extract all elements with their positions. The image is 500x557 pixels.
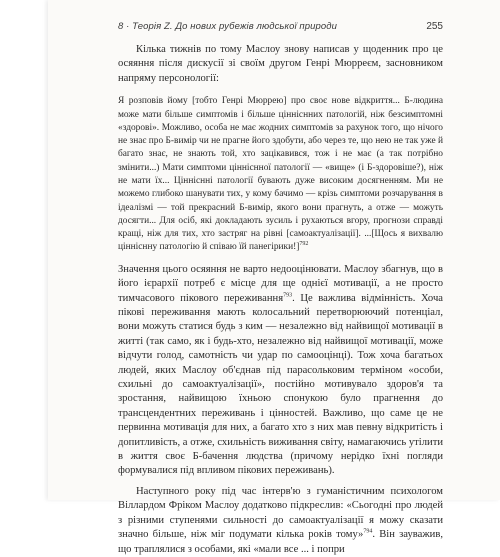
intro-paragraph	[118, 43, 443, 86]
page-number: 255	[426, 21, 443, 32]
intro-text: Кілька тижнів по тому Маслоу знову написав у щоденник про це осяяння після дискусії зі своїм другом Генрі Мюрреєм, засновником напряму персонології:	[118, 44, 443, 84]
paragraph-1-continuation: . Це важлива відмінність. Хоча пікові переживання мають колосальний перетворюючий потенціал, вони можуть статися будь з ким — незалежно від найвищої мотивації в житті (так само, як і будь-хто, незалежно від найвищої мотивації, може відчути голод, самотність чи удар по самооцінці). Тож хоча багатьох людей, яких Маслоу об'єднав під парасольковим терміном «особи, схильні до самоактуалізації», постійно мотивувало здоров'я та зростання, найвищою їхньою спонукою було прагнення до трансцендентних переживань і цінностей. Важливо, що саме це не первинна мотивація для них, а багато хто з них мав певну відкритість і допитливість, а отже, схильність виживання світу, намагаючись утілити в життя своє Б-бачення людства (причому нерідко їхні погляди формувалися під впливом пікових переживань).	[118, 292, 443, 477]
paragraph-2	[118, 485, 443, 557]
chapter-title: 8 · Теорія Z. До нових рубежів людської природи	[118, 21, 338, 32]
quote-text: Я розповів йому [тобто Генрі Мюррею] про своє нове відкриття... Б-людина може мати більше симптомів і більше цінніснних патологій, ніж безсимптомні «здорові». Можливо, особа не має жодних симптомів за рахунок того, що нічого не знає про Б-вимір чи не прагне його здобути, або через те, що нею не так уже й багато знає, не знають той, хто зацікавився, тож і не має (а так потрібно змінити...) Мати симптоми цінніснної патології — «вище» (і Б-здоровіше?), ніж не мати їх... Цінніснні патології бувають дуже високим досягненням. Ми не можемо глибоко шанувати тих, у кому бачимо — крізь симптоми розчарування в ідеалізмі — той прекрасний Б-вимір, якого вони прагнуть, а отже — можуть досягти... Для осіб, які докладають зусиль і рухаються вгору, прогнози справді кращі, ніж для тих, хто застряг на рівні [самоактуалізації]. ...[Щось я вихвалю цінніснну патологію й співаю їй панегірики!]	[118, 96, 443, 253]
page-body	[118, 43, 443, 557]
quote-footnote-ref: 792	[299, 241, 309, 248]
paragraph-2-continuation: . Він зауважив, що траплялися з особами, які «мали все ... і попри	[118, 529, 443, 555]
paragraph-2-footnote-ref: 794	[363, 528, 373, 535]
quote-text-wrap	[118, 95, 443, 255]
paragraph-2-text: Наступного року під час інтерв'ю з гуманістичним психологом Віллардом Фріком Маслоу додатково підкреслив: «Сьогодні про людей з різними ступенями сильності до самоактуалізації я можу сказати значно більше, ніж міг подумати кілька років тому»	[118, 485, 443, 541]
paragraph-1	[118, 263, 443, 479]
paragraph-1-text: Значення цього осяяння не варто недооцінювати. Маслоу збагнув, що в його ієрархії потреб є місце для ще однієї мотивації, а не просто тимчасового пікового переживання	[118, 263, 443, 304]
running-header	[118, 21, 443, 32]
paragraph-1-footnote-ref: 793	[283, 292, 293, 299]
book-page	[48, 0, 500, 555]
block-quote	[118, 95, 443, 255]
